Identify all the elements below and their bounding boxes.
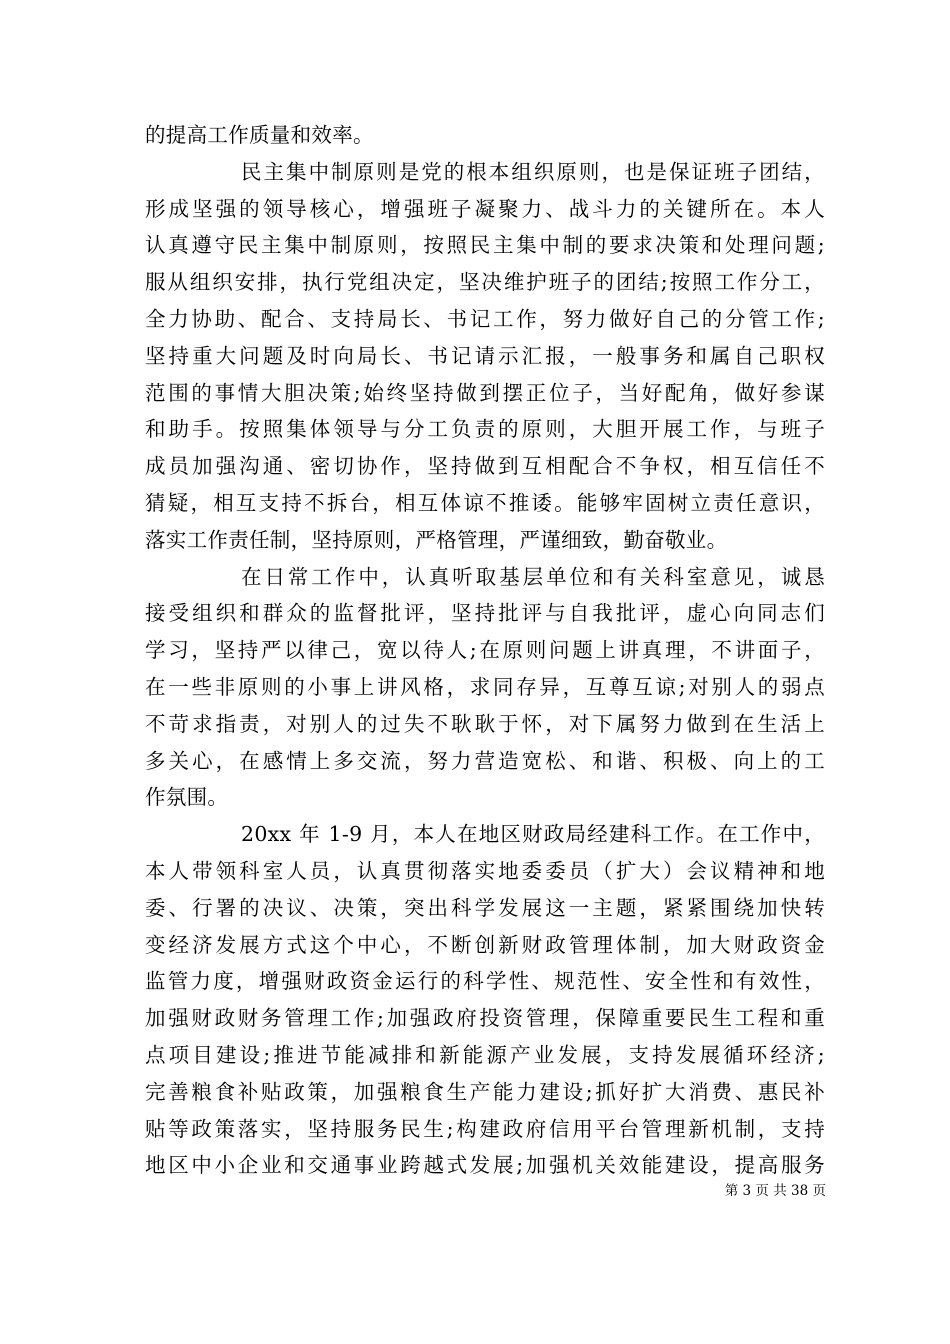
paragraph-line: 在一些非原则的小事上讲风格，求同存异，互尊互谅;对别人的弱点 — [145, 674, 825, 699]
paragraph-line: 服从组织安排，执行党组决定，坚决维护班子的团结;按照工作分工， — [145, 270, 825, 295]
paragraph-line: 地区中小企业和交通事业跨越式发展;加强机关效能建设，提高服务 — [145, 1153, 825, 1178]
paragraph-line: 加强财政财务管理工作;加强政府投资管理，保障重要民生工程和重 — [145, 1006, 825, 1031]
paragraph-line: 成员加强沟通、密切协作，坚持做到互相配合不争权，相互信任不 — [145, 454, 825, 479]
paragraph-line: 20xx 年 1-9 月，本人在地区财政局经建科工作。在工作中， — [241, 822, 825, 847]
paragraph-line: 委、行署的决议、决策，突出科学发展这一主题，紧紧围绕加快转 — [145, 895, 825, 920]
paragraph-line: 和助手。按照集体领导与分工负责的原则，大胆开展工作，与班子 — [145, 417, 825, 442]
paragraph-line: 全力协助、配合、支持局长、书记工作，努力做好自己的分管工作; — [145, 306, 825, 331]
paragraph-line: 在日常工作中，认真听取基层单位和有关科室意见，诚恳 — [241, 564, 825, 589]
paragraph-line: 形成坚强的领导核心，增强班子凝聚力、战斗力的关键所在。本人 — [145, 196, 825, 221]
paragraph-line: 不苛求指责，对别人的过失不耿耿于怀，对下属努力做到在生活上 — [145, 711, 825, 736]
paragraph-line: 猜疑，相互支持不拆台，相互体谅不推诿。能够牢固树立责任意识， — [145, 490, 825, 515]
paragraph-line: 多关心，在感情上多交流，努力营造宽松、和谐、积极、向上的工 — [145, 748, 825, 773]
paragraph-line: 点项目建设;推进节能减排和新能源产业发展，支持发展循环经济; — [145, 1042, 825, 1067]
paragraph-line: 落实工作责任制，坚持原则，严格管理，严谨细致，勤奋敬业。 — [145, 527, 728, 552]
paragraph-line: 接受组织和群众的监督批评，坚持批评与自我批评，虚心向同志们 — [145, 601, 825, 626]
paragraph-line: 学习，坚持严以律己，宽以待人;在原则问题上讲真理，不讲面子， — [145, 638, 825, 663]
paragraph-line: 的提高工作质量和效率。 — [145, 123, 374, 147]
paragraph-line: 变经济发展方式这个中心，不断创新财政管理体制，加大财政资金 — [145, 932, 825, 957]
page-number-footer: 第 3 页 共 38 页 — [724, 1183, 826, 1199]
paragraph-line: 完善粮食补贴政策，加强粮食生产能力建设;抓好扩大消费、惠民补 — [145, 1079, 825, 1104]
paragraph-line: 贴等政策落实，坚持服务民生;构建政府信用平台管理新机制，支持 — [145, 1116, 825, 1141]
paragraph-line: 坚持重大问题及时向局长、书记请示汇报，一般事务和属自己职权 — [145, 343, 825, 368]
paragraph-line: 认真遵守民主集中制原则，按照民主集中制的要求决策和处理问题; — [145, 233, 825, 258]
document-body — [145, 117, 825, 1184]
paragraph-line: 作氛围。 — [145, 785, 229, 810]
paragraph-line: 民主集中制原则是党的根本组织原则，也是保证班子团结， — [241, 159, 825, 184]
paragraph-line: 监管力度，增强财政资金运行的科学性、规范性、安全性和有效性， — [145, 969, 825, 994]
paragraph-line: 本人带领科室人员，认真贯彻落实地委委员（扩大）会议精神和地 — [145, 858, 825, 883]
paragraph-line: 范围的事情大胆决策;始终坚持做到摆正位子，当好配角，做好参谋 — [145, 380, 825, 405]
